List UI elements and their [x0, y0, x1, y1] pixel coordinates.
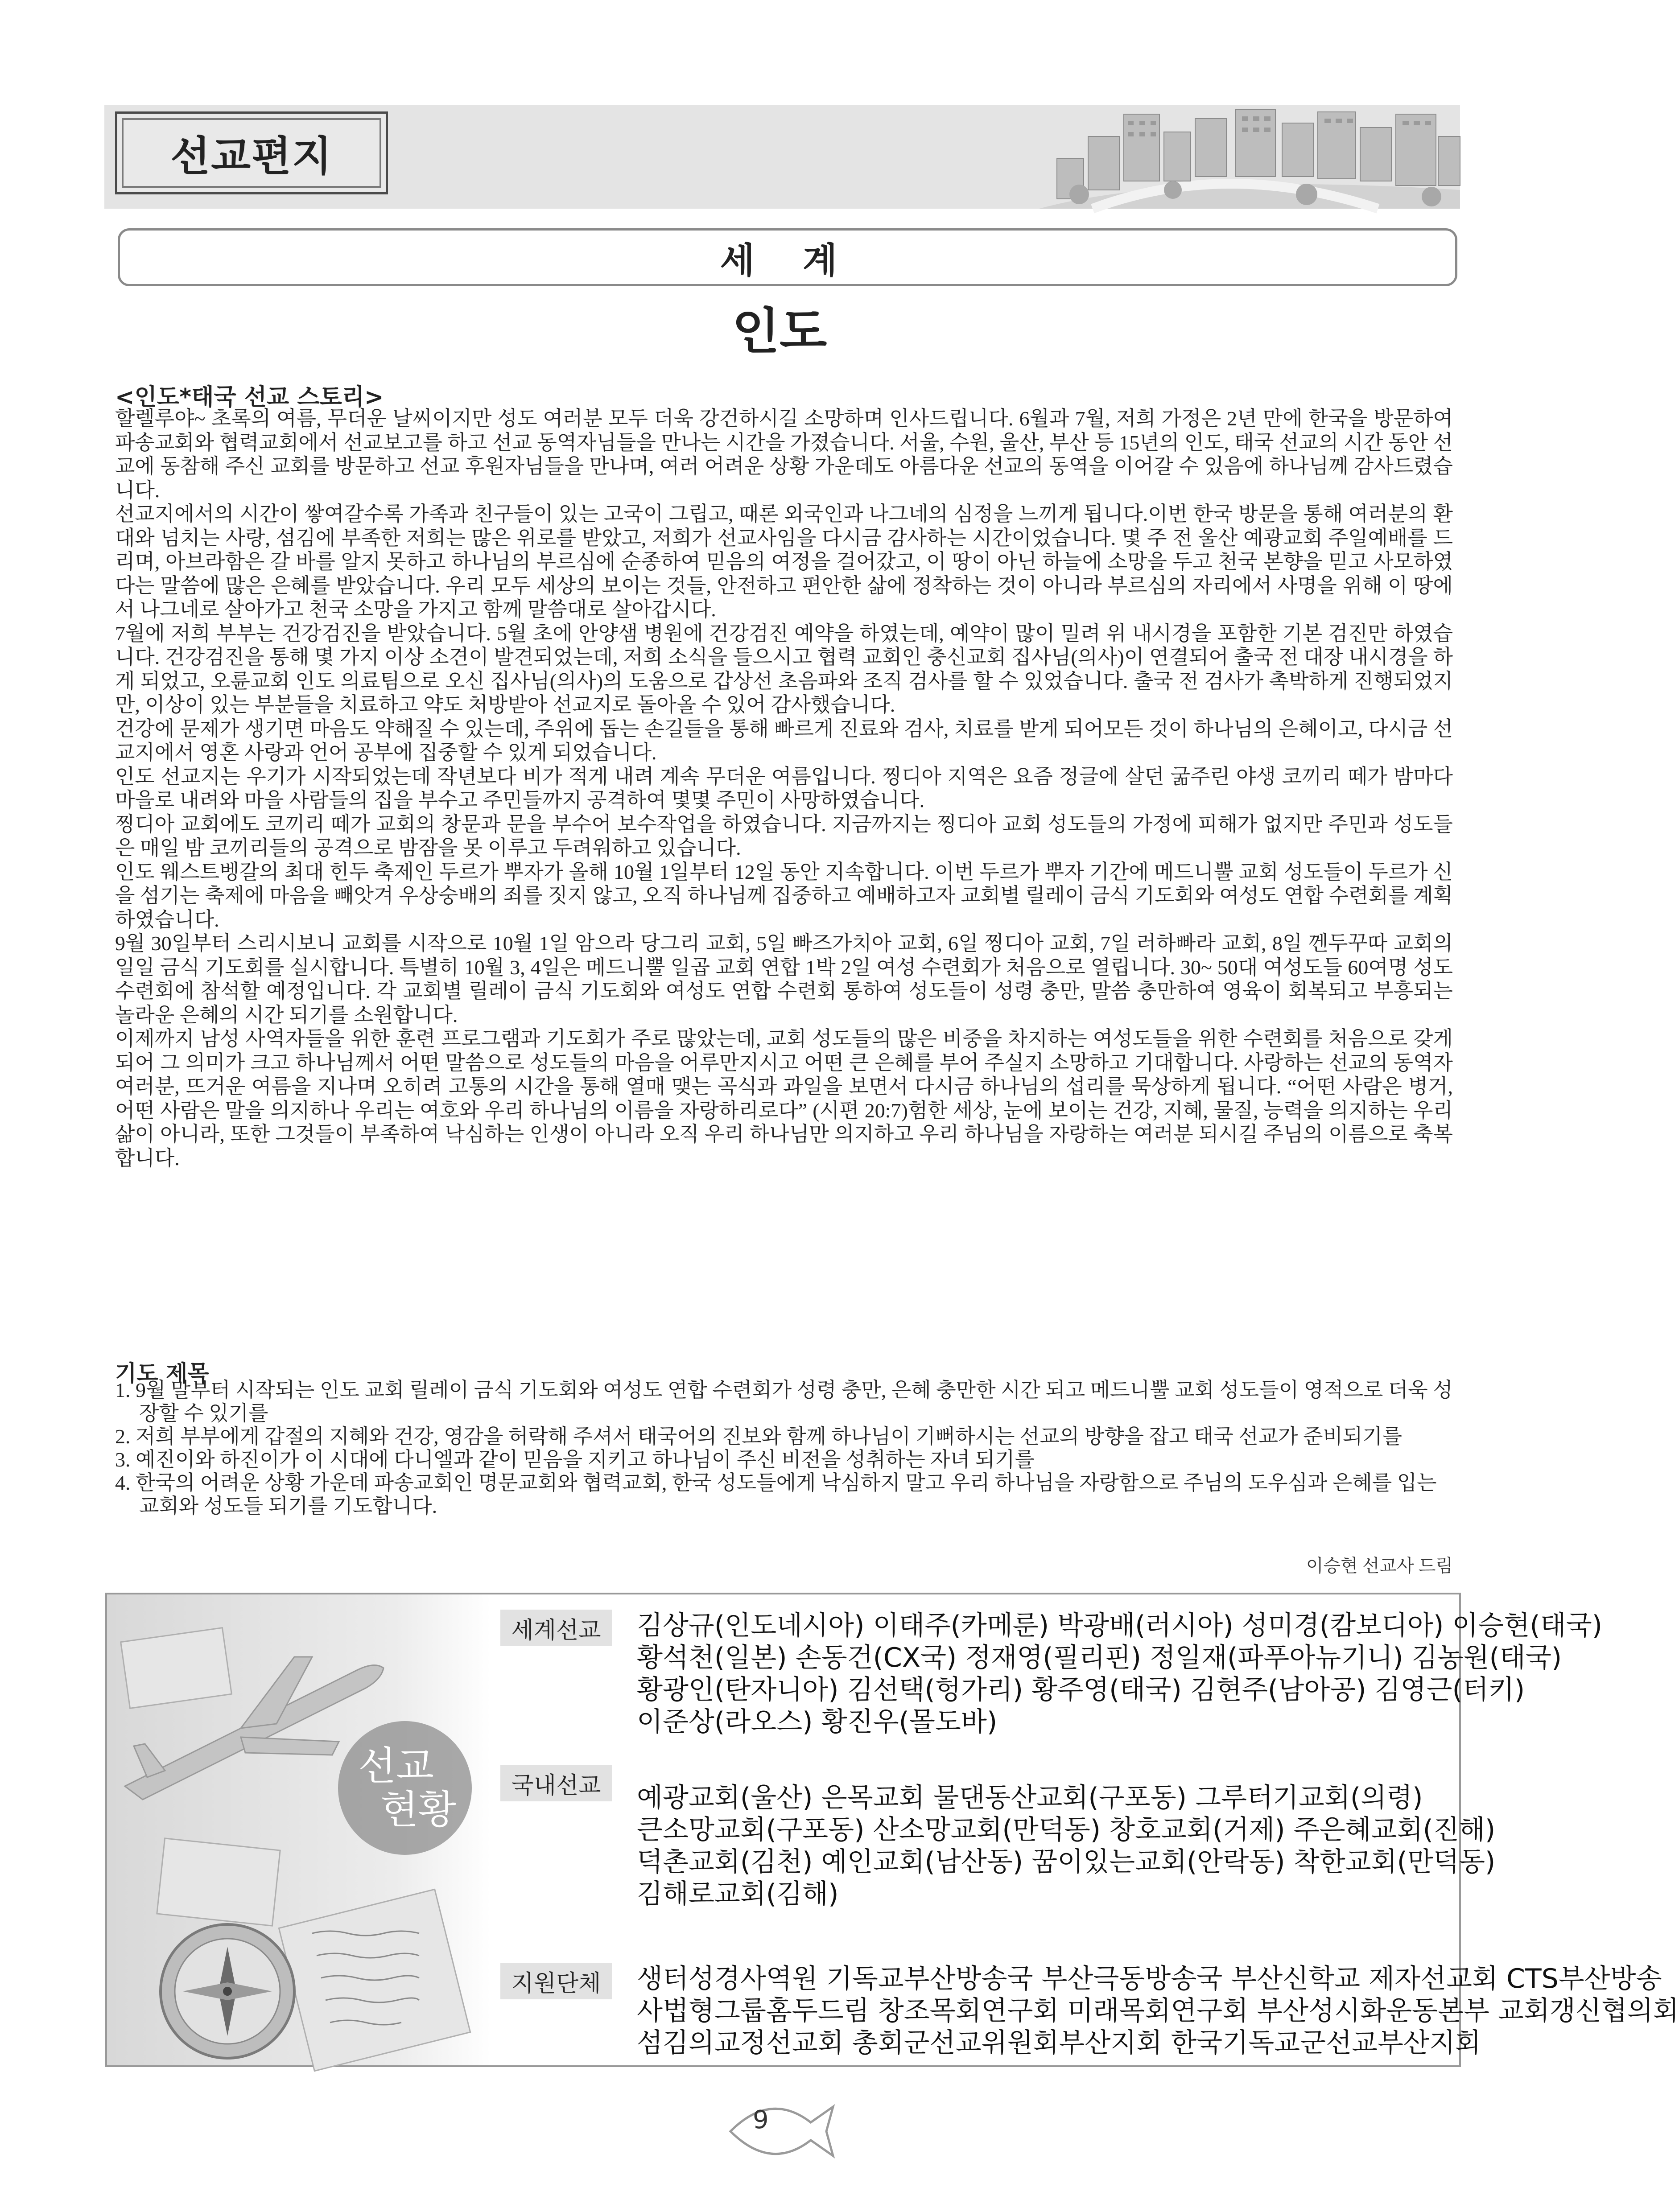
- category-label-domestic: 국내선교: [500, 1765, 612, 1801]
- category-line: 섬김의교정선교회 총회군선교위원회부산지회 한국기독교군선교부산지회: [637, 2027, 1481, 2059]
- prayer-item: 2. 저희 부부에게 갑절의 지혜와 건강, 영감을 허락해 주셔서 태국어의 진보와 함께 하나님이 기뻐하시는 선교의 방향을 잡고 태국 선교가 준비되기를: [115, 1425, 1403, 1448]
- article-body: [115, 407, 1453, 1356]
- category-line: 김해로교회(김해): [637, 1878, 839, 1910]
- category-list-domestic: [637, 1782, 1496, 1910]
- category-line: 큰소망교회(구포동) 산소망교회(만덕동) 창호교회(거제) 주은혜교회(진해): [637, 1814, 1496, 1845]
- country-heading: 인도: [732, 303, 827, 360]
- category-list-world: [637, 1610, 1603, 1738]
- article-paragraph: 선교지에서의 시간이 쌓여갈수록 가족과 친구들이 있는 고국이 그립고, 때론 외국인과 나그네의 심정을 느끼게 됩니다.이번 한국 방문을 통해 여러분의 환대와 넘치는 사랑, 섬김에 부족한 저희는 많은 위로를 받았고, 저희가 선교사임을 다시금 감사하는 시간이었습니다. 몇 주 전 울산 예광교회 주일예배를 드리며, 아브라함은 갈 바를 알지 못하고 하나님의 부르심에 순종하여 믿음의 여정을 걸어갔고, 이 땅이 아닌 하늘에 소망을 두고 천국 본향을 믿고 사모하였다는 말씀에 많은 은혜를 받았습니다. 우리 모두 세상의 보이는 것들, 안전하고 편안한 삶에 정착하는 것이 아니라 부르심의 자리에서 사명을 위해 이 땅에서 나그네로 살아가고 천국 소망을 가지고 함께 말씀대로 살아갑시다.: [115, 503, 1453, 621]
- article-paragraph: 이제까지 남성 사역자들을 위한 훈련 프로그램과 기도회가 주로 많았는데, 교회 성도들의 많은 비중을 차지하는 여성도들을 위한 수련회를 처음으로 갖게 되어 그 의미가 크고 하나님께서 어떤 말씀으로 성도들의 마음을 어루만지시고 어떤 큰 은혜를 부어 주실지 소망하고 기대합니다. 사랑하는 선교의 동역자 여러분, 뜨거운 여름을 지나며 오히려 고통의 시간을 통해 열매 맺는 곡식과 과일을 보면서 다시금 하나님의 섭리를 묵상하게 됩니다. “어떤 사람은 병거, 어떤 사람은 말을 의지하나 우리는 여호와 우리 하나님의 이름을 자랑하리로다” (시편 20:7)험한 세상, 눈에 보이는 건강, 지혜, 물질, 능력을 의지하는 우리 삶이 아니라, 또한 그것들이 부족하여 낙심하는 인생이 아니라 오직 우리 하나님만 의지하고 우리 하나님을 자랑하는 여러분 되시길 주님의 이름으로 축복합니다.: [115, 1027, 1453, 1170]
- prayer-item: 3. 예진이와 하진이가 이 시대에 다니엘과 같이 믿음을 지키고 하나님이 주신 비전을 성취하는 자녀 되기를: [115, 1448, 1035, 1471]
- prayer-list: [115, 1379, 1453, 1518]
- signature: 이승현 선교사 드림: [1306, 1556, 1453, 1576]
- article-paragraph: 7월에 저희 부부는 건강검진을 받았습니다. 5월 초에 안양샘 병원에 건강검진 예약을 하였는데, 예약이 많이 밀려 위 내시경을 포함한 기본 검진만 하였습니다. 건강검진을 통해 몇 가지 이상 소견이 발견되었는데, 저희 소식을 들으시고 협력 교회인 충신교회 집사님(의사)이 연결되어 출국 전 대장 내시경을 하게 되었고, 오륜교회 인도 의료팀으로 오신 집사님(의사)의 도움으로 갑상선 초음파와 조직 검사를 할 수 있었습니다. 출국 전 검사가 촉박하게 진행되었지만, 이상이 있는 부분들을 치료하고 약도 처방받아 선교지로 돌아올 수 있어 감사했습니다.: [115, 622, 1453, 716]
- category-list-support: [637, 1963, 1679, 2059]
- article-paragraph: 할렐루야~ 초록의 여름, 무더운 날씨이지만 성도 여러분 모두 더욱 강건하시길 소망하며 인사드립니다. 6월과 7월, 저희 가정은 2년 만에 한국을 방문하여 파송교회와 협력교회에서 선교보고를 하고 선교 동역자님들을 만나는 시간을 가졌습니다. 서울, 수원, 울산, 부산 등 15년의 인도, 태국 선교의 시간 동안 선교에 동참해 주신 교회를 방문하고 선교 후원자님들을 만나며, 여러 어려운 상황 가운데도 아름다운 선교의 동역을 이어갈 수 있음에 하나님께 감사드렸습니다.: [115, 407, 1453, 502]
- article-paragraph: 건강에 문제가 생기면 마음도 약해질 수 있는데, 주위에 돕는 손길들을 통해 빠르게 진료와 검사, 치료를 받게 되어모든 것이 하나님의 은혜이고, 다시금 선교지에서 영혼 사랑과 언어 공부에 집중할 수 있게 되었습니다.: [115, 717, 1453, 764]
- badge-line: 선교: [358, 1743, 434, 1789]
- category-line: 사법형그룹홈두드림 창조목회연구회 미래목회연구회 부산성시화운동본부 교회갱신협의회: [637, 1995, 1679, 2027]
- article-paragraph: 찡디아 교회에도 코끼리 떼가 교회의 창문과 문을 부수어 보수작업을 하였습니다. 지금까지는 찡디아 교회 성도들의 가정에 피해가 없지만 주민과 성도들은 매일 밤 코끼리들의 공격으로 밤잠을 못 이루고 두려워하고 있습니다.: [115, 812, 1453, 859]
- category-line: 덕촌교회(김천) 예인교회(남산동) 꿈이있는교회(안락동) 착한교회(만덕동): [637, 1846, 1496, 1878]
- category-label-support: 지원단체: [500, 1963, 612, 1999]
- page-title: 선교편지: [115, 111, 388, 194]
- category-line: 예광교회(울산) 은목교회 물댄동산교회(구포동) 그루터기교회(의령): [637, 1782, 1423, 1813]
- article-paragraph: 인도 선교지는 우기가 시작되었는데 작년보다 비가 적게 내려 계속 무더운 여름입니다. 찡디아 지역은 요즘 정글에 살던 굶주린 야생 코끼리 떼가 밤마다 마을로 내려와 마을 사람들의 집을 부수고 주민들까지 공격하여 몇몇 주민이 사망하였습니다.: [115, 765, 1453, 811]
- fish-icon: [722, 2096, 837, 2167]
- category-line: 황광인(탄자니아) 김선택(헝가리) 황주영(태국) 김현주(남아공) 김영근(터키): [637, 1674, 1525, 1705]
- article-paragraph: 인도 웨스트벵갈의 최대 힌두 축제인 두르가 뿌자가 올해 10월 1일부터 12일 동안 지속합니다. 이번 두르가 뿌자 기간에 메드니뿔 교회 성도들이 두르가 신을 섬기는 축제에 마음을 빼앗겨 우상숭배의 죄를 짓지 않고, 오직 하나님께 집중하고 예배하고자 교회별 릴레이 금식 기도회와 여성도 연합 수련회를 계획하였습니다.: [115, 860, 1453, 931]
- category-line: 김상규(인도네시아) 이태주(카메룬) 박광배(러시아) 성미경(캄보디아) 이승현(태국): [637, 1610, 1603, 1641]
- article-paragraph: 9월 30일부터 스리시보니 교회를 시작으로 10월 1일 암으라 당그리 교회, 5일 빠즈가치아 교회, 6일 찡디아 교회, 7일 러하빠라 교회, 8일 껜두꾸따 교회의 일일 금식 기도회를 실시합니다. 특별히 10월 3, 4일은 메드니뿔 일곱 교회 연합 1박 2일 여성 수련회가 처음으로 열립니다. 30~ 50대 여성도들 60여명 성도 수련회에 참석할 예정입니다. 각 교회별 릴레이 금식 기도회와 여성도 연합 수련회 통하여 성도들이 성령 충만, 말씀 충만하여 영육이 회복되고 부흥되는 놀라운 은혜의 시간 되기를 소원합니다.: [115, 932, 1453, 1026]
- prayer-item: 1. 9월 말부터 시작되는 인도 교회 릴레이 금식 기도회와 여성도 연합 수련회가 성령 충만, 은혜 충만한 시간 되고 메드니뿔 교회 성도들이 영적으로 더욱 성장할 수 있기를: [115, 1379, 1453, 1425]
- mission-status-box: [105, 1593, 1679, 2067]
- section-bar: 세 계: [118, 228, 1457, 286]
- category-line: 생터성경사역원 기독교부산방송국 부산극동방송국 부산신학교 제자선교회 CTS부산방송: [637, 1963, 1662, 1994]
- mission-status-badge: [338, 1721, 472, 1855]
- page-number: 9: [753, 2105, 769, 2134]
- prayer-item: 4. 한국의 어려운 상황 가운데 파송교회인 명문교회와 협력교회, 한국 성도들에게 낙심하지 말고 우리 하나님을 자랑함으로 주님의 도우심과 은혜를 입는 교회와 성도들 되기를 기도합니다.: [115, 1471, 1437, 1517]
- city-illustration: [1039, 105, 1460, 209]
- category-line: 이준상(라오스) 황진우(몰도바): [637, 1706, 998, 1738]
- story-title: <인도*태국 선교 스토리>: [115, 384, 384, 411]
- category-line: 황석천(일본) 손동건(CX국) 정재영(필리핀) 정일재(파푸아뉴기니) 김농원(태국): [637, 1642, 1562, 1673]
- badge-line: 현황: [380, 1787, 457, 1833]
- category-label-world: 세계선교: [500, 1610, 612, 1646]
- prayer-heading: 기도 제목: [115, 1360, 209, 1386]
